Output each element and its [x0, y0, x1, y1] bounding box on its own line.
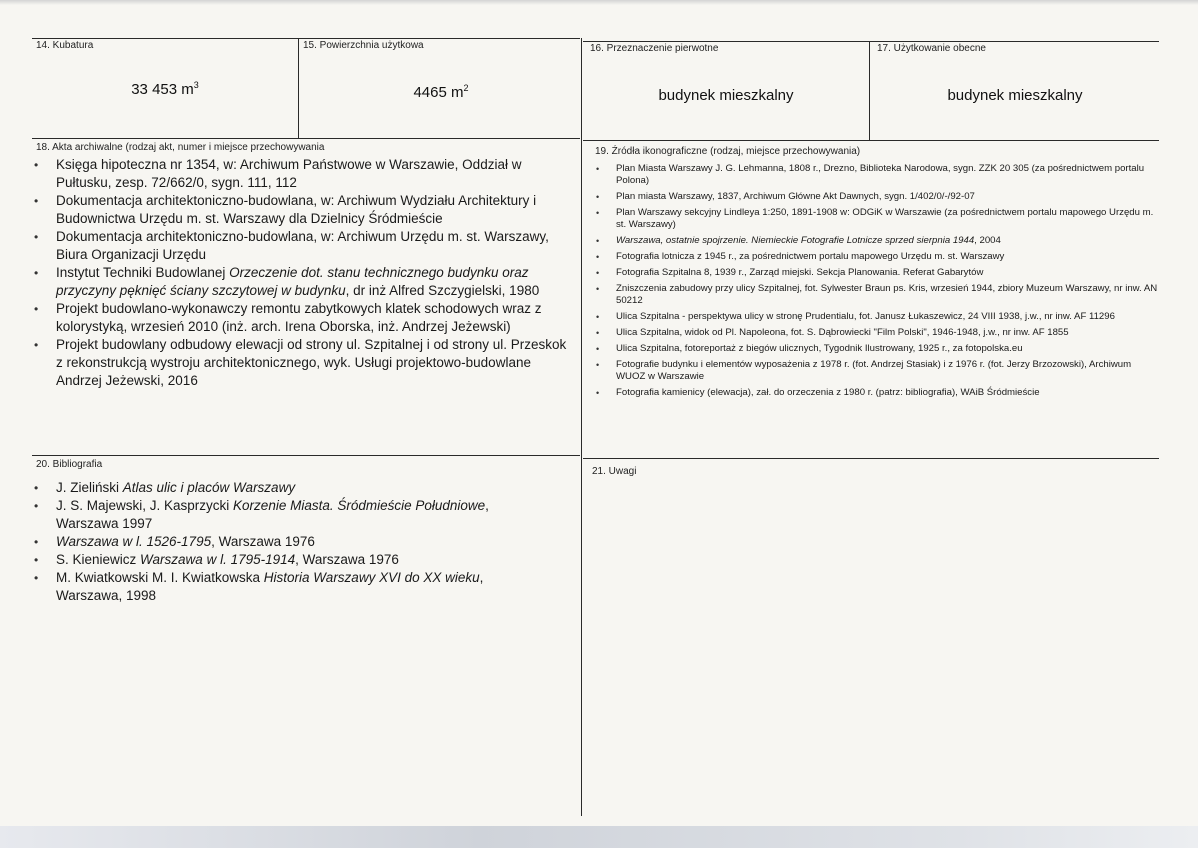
divider-14-15 [298, 38, 299, 138]
rule-row2-left [32, 455, 580, 456]
powierzchnia-label: 15. Powierzchnia użytkowa [303, 40, 424, 51]
zrodla-list-item: • Fotografia lotnicza z 1945 r., za pośrednictwem portalu mapowego Urzędu m. st. Warszawy [592, 251, 1160, 263]
akta-list [30, 156, 576, 390]
powierzchnia-value: 4465 $m^2$ [413, 83, 469, 101]
bibliografia-label: 20. Bibliografia [36, 459, 103, 470]
rule-row2-right [583, 458, 1159, 459]
akta-list-item: • Projekt budowlany odbudowy elewacji od strony ul. Szpitalnej i od strony ul. Przeskok z rekonstrukcją wystroju architektonicznego, wyk. Usługi projektowo-budowlane Andrzej Jeżewski, 2016 [30, 336, 576, 390]
akta-list-item: • Projekt budowlano-wykonawczy remontu zabytkowych klatek schodowych wraz z kolorystyką, wrzesień 2010 (inż. arch. Irena Oborska, inż. Andrzej Jeżewski) [30, 300, 576, 336]
uwagi-label: 21. Uwagi [592, 466, 637, 477]
zrodla-list-item: • Plan Miasta Warszawy J. G. Lehmanna, 1808 r., Drezno, Biblioteka Narodowa, sygn. ZZK 20 305 (za pośrednictwem portalu Polona) [592, 163, 1160, 187]
zrodla-list-item: • Plan Warszawy sekcyjny Lindleya 1:250, 1891-1908 w: ODGiK w Warszawie (za pośrednictwem portalu mapowego Urzędu m. st. Warszawy) [592, 207, 1160, 231]
zrodla-label: 19. Źródła ikonograficzne (rodzaj, miejsce przechowywania) [595, 146, 861, 157]
bibliografia-list-item: • J. Zieliński Atlas ulic i placów Warszawy [30, 479, 530, 497]
zrodla-list-item: • Warszawa, ostatnie spojrzenie. Niemieckie Fotografie Lotnicze sprzed sierpnia 1944, 2004 [592, 235, 1160, 247]
zrodla-list-item: • Ulica Szpitalna, widok od Pl. Napoleona, fot. S. Dąbrowiecki "Film Polski", 1946-1948, j.w., nr inw. AF 1855 [592, 327, 1160, 339]
zrodla-list-item: • Fotografia kamienicy (elewacja), zał. do orzeczenia z 1980 r. (patrz: bibliografia), WAiB Śródmieście [592, 387, 1160, 399]
scan-edge-bottom [0, 826, 1198, 848]
akta-list-item: • Księga hipoteczna nr 1354, w: Archiwum Państwowe w Warszawie, Oddział w Pułtusku, zesp. 72/662/0, sygn. 111, 112 [30, 156, 576, 192]
kubatura-value: 33 453 $m^3$ [131, 80, 199, 98]
akta-list-item: • Dokumentacja architektoniczno-budowlana, w: Archiwum Urzędu m. st. Warszawy, Biura Organizacji Urzędu [30, 228, 576, 264]
bibliografia-list [30, 479, 530, 605]
zrodla-list-item: • Plan miasta Warszawy, 1837, Archiwum Główne Akt Dawnych, sygn. 1/402/0/-/92-07 [592, 191, 1160, 203]
uzytkowanie-label: 17. Użytkowanie obecne [877, 43, 986, 54]
divider-16-17 [869, 41, 870, 140]
akta-section [30, 156, 576, 390]
zrodla-list-item: • Zniszczenia zabudowy przy ulicy Szpitalnej, fot. Sylwester Braun ps. Kris, wrzesień 1944, zbiory Muzeum Warszawy, nr inw. AN 50212 [592, 283, 1160, 307]
scan-edge-top [0, 0, 1198, 5]
akta-list-item: • Dokumentacja architektoniczno-budowlana, w: Archiwum Wydziału Architektury i Budownictwa Urzędu m. st. Warszawy dla Dzielnicy Śródmieście [30, 192, 576, 228]
zrodla-list [592, 163, 1160, 399]
rule-top-right [583, 41, 1159, 42]
rule-row1-right [583, 140, 1159, 141]
zrodla-list-item: • Fotografia Szpitalna 8, 1939 r., Zarząd miejski. Sekcja Planowania. Referat Gabarytów [592, 267, 1160, 279]
rule-top-left [32, 38, 580, 39]
rule-row1-left [32, 138, 580, 139]
uzytkowanie-value: budynek mieszkalny [947, 87, 1083, 104]
przeznaczenie-label: 16. Przeznaczenie pierwotne [590, 43, 719, 54]
divider-center [581, 38, 582, 816]
bibliografia-list-item: • S. Kieniewicz Warszawa w l. 1795-1914, Warszawa 1976 [30, 551, 530, 569]
akta-label: 18. Akta archiwalne (rodzaj akt, numer i miejsce przechowywania [36, 142, 325, 153]
zrodla-list-item: • Ulica Szpitalna, fotoreportaż z biegów ulicznych, Tygodnik Ilustrowany, 1925 r., za fotopolska.eu [592, 343, 1160, 355]
zrodla-section [592, 163, 1160, 403]
bibliografia-list-item: • J. S. Majewski, J. Kasprzycki Korzenie Miasta. Śródmieście Południowe, Warszawa 1997 [30, 497, 530, 533]
przeznaczenie-value: budynek mieszkalny [658, 87, 794, 104]
zrodla-list-item: • Ulica Szpitalna - perspektywa ulicy w stronę Prudentialu, fot. Janusz Łukaszewicz, 24 VIII 1938, j.w., nr inw. AF 11296 [592, 311, 1160, 323]
bibliografia-section [30, 479, 530, 605]
kubatura-label: 14. Kubatura [36, 40, 94, 51]
bibliografia-list-item: • Warszawa w l. 1526-1795, Warszawa 1976 [30, 533, 530, 551]
akta-list-item: • Instytut Techniki Budowlanej Orzeczenie dot. stanu technicznego budynku oraz przyczyny pęknięć ściany szczytowej w budynku, dr inż Alfred Szczygielski, 1980 [30, 264, 576, 300]
zrodla-list-item: • Fotografie budynku i elementów wyposażenia z 1978 r. (fot. Andrzej Stasiak) i z 1976 r. (fot. Jerzy Brzozowski), Archiwum WUOZ w Warszawie [592, 359, 1160, 383]
bibliografia-list-item: • M. Kwiatkowski M. I. Kwiatkowska Historia Warszawy XVI do XX wieku, Warszawa, 1998 [30, 569, 530, 605]
